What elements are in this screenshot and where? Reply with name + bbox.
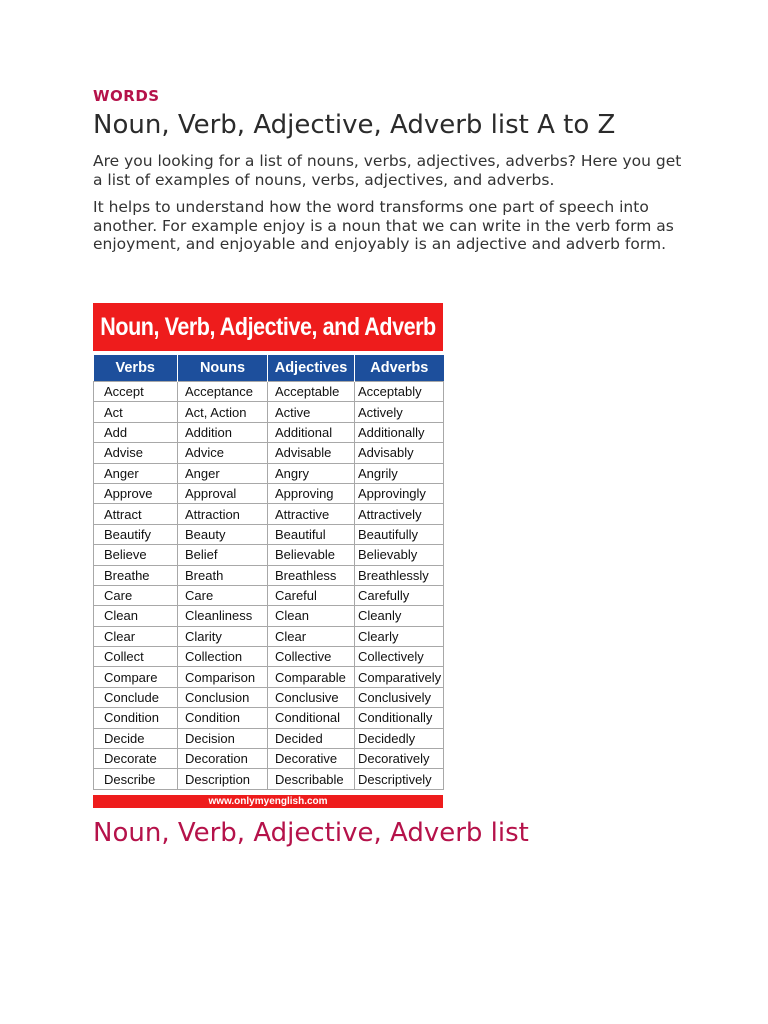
adjective-cell: Decorative xyxy=(268,749,355,769)
header-verbs: Verbs xyxy=(94,355,178,382)
noun-cell: Acceptance xyxy=(178,382,268,402)
noun-cell: Belief xyxy=(178,545,268,565)
table-row xyxy=(94,504,444,524)
intro-paragraph: Are you looking for a list of nouns, verbs, adjectives, adverbs? Here you get a list of examples of nouns, verbs, adjectives, and adverbs. xyxy=(93,152,682,189)
noun-cell: Condition xyxy=(178,708,268,728)
adverb-cell: Approvingly xyxy=(355,483,444,503)
verb-cell: Anger xyxy=(94,463,178,483)
header-adverbs: Adverbs xyxy=(355,355,444,382)
category-label[interactable]: WORDS xyxy=(93,87,160,105)
verb-cell: Care xyxy=(94,585,178,605)
adverb-cell: Conditionally xyxy=(355,708,444,728)
verb-cell: Beautify xyxy=(94,524,178,544)
table-body xyxy=(94,382,444,790)
adjective-cell: Comparable xyxy=(268,667,355,687)
table-row xyxy=(94,769,444,789)
adverb-cell: Believably xyxy=(355,545,444,565)
noun-cell: Conclusion xyxy=(178,687,268,707)
adjective-cell: Conclusive xyxy=(268,687,355,707)
adjective-cell: Angry xyxy=(268,463,355,483)
adverb-cell: Acceptably xyxy=(355,382,444,402)
adjective-cell: Describable xyxy=(268,769,355,789)
table-row xyxy=(94,585,444,605)
noun-cell: Collection xyxy=(178,647,268,667)
adjective-cell: Additional xyxy=(268,422,355,442)
table-row xyxy=(94,443,444,463)
header-adjectives: Adjectives xyxy=(268,355,355,382)
adjective-cell: Approving xyxy=(268,483,355,503)
table-header-row xyxy=(94,355,444,382)
adverb-cell: Collectively xyxy=(355,647,444,667)
adjective-cell: Collective xyxy=(268,647,355,667)
table-row xyxy=(94,728,444,748)
table-row xyxy=(94,463,444,483)
adjective-cell: Conditional xyxy=(268,708,355,728)
adjective-cell: Clean xyxy=(268,606,355,626)
noun-cell: Beauty xyxy=(178,524,268,544)
page-title: Noun, Verb, Adjective, Adverb list A to Z xyxy=(93,110,616,140)
table-row xyxy=(94,667,444,687)
verb-cell: Approve xyxy=(94,483,178,503)
header-nouns: Nouns xyxy=(178,355,268,382)
infographic-banner xyxy=(93,303,443,351)
table-row xyxy=(94,565,444,585)
table-row xyxy=(94,422,444,442)
word-forms-infographic xyxy=(93,303,443,808)
verb-cell: Clear xyxy=(94,626,178,646)
adverb-cell: Advisably xyxy=(355,443,444,463)
adverb-cell: Clearly xyxy=(355,626,444,646)
table-row xyxy=(94,402,444,422)
noun-cell: Decoration xyxy=(178,749,268,769)
table-row xyxy=(94,749,444,769)
verb-cell: Collect xyxy=(94,647,178,667)
adjective-cell: Careful xyxy=(268,585,355,605)
adverb-cell: Carefully xyxy=(355,585,444,605)
noun-cell: Care xyxy=(178,585,268,605)
adjective-cell: Active xyxy=(268,402,355,422)
noun-cell: Attraction xyxy=(178,504,268,524)
adverb-cell: Cleanly xyxy=(355,606,444,626)
infographic-banner-text: Noun, Verb, Adjective, and Adverb xyxy=(100,312,436,341)
noun-cell: Description xyxy=(178,769,268,789)
table-row xyxy=(94,382,444,402)
noun-cell: Advice xyxy=(178,443,268,463)
noun-cell: Approval xyxy=(178,483,268,503)
noun-cell: Breath xyxy=(178,565,268,585)
verb-cell: Add xyxy=(94,422,178,442)
verb-cell: Condition xyxy=(94,708,178,728)
adverb-cell: Conclusively xyxy=(355,687,444,707)
adjective-cell: Breathless xyxy=(268,565,355,585)
adverb-cell: Decidedly xyxy=(355,728,444,748)
noun-cell: Cleanliness xyxy=(178,606,268,626)
adjective-cell: Advisable xyxy=(268,443,355,463)
verb-cell: Advise xyxy=(94,443,178,463)
noun-cell: Clarity xyxy=(178,626,268,646)
adjective-cell: Decided xyxy=(268,728,355,748)
adverb-cell: Breathlessly xyxy=(355,565,444,585)
verb-cell: Decide xyxy=(94,728,178,748)
verb-cell: Decorate xyxy=(94,749,178,769)
adjective-cell: Attractive xyxy=(268,504,355,524)
adjective-cell: Acceptable xyxy=(268,382,355,402)
adjective-cell: Believable xyxy=(268,545,355,565)
verb-cell: Accept xyxy=(94,382,178,402)
adverb-cell: Descriptively xyxy=(355,769,444,789)
noun-cell: Anger xyxy=(178,463,268,483)
verb-cell: Conclude xyxy=(94,687,178,707)
explanation-paragraph: It helps to understand how the word transforms one part of speech into another. For example enjoy is a noun that we can write in the verb form as enjoyment, and enjoyable and enjoyably is an adjective and adverb form. xyxy=(93,198,674,253)
verb-cell: Believe xyxy=(94,545,178,565)
table-row xyxy=(94,647,444,667)
verb-cell: Act xyxy=(94,402,178,422)
adverb-cell: Angrily xyxy=(355,463,444,483)
adverb-cell: Decoratively xyxy=(355,749,444,769)
table-row xyxy=(94,483,444,503)
table-row xyxy=(94,545,444,565)
verb-cell: Clean xyxy=(94,606,178,626)
noun-cell: Addition xyxy=(178,422,268,442)
word-forms-table xyxy=(93,355,444,790)
noun-cell: Comparison xyxy=(178,667,268,687)
verb-cell: Breathe xyxy=(94,565,178,585)
section-heading: Noun, Verb, Adjective, Adverb list xyxy=(93,818,529,848)
table-row xyxy=(94,606,444,626)
adjective-cell: Beautiful xyxy=(268,524,355,544)
table-row xyxy=(94,687,444,707)
adverb-cell: Actively xyxy=(355,402,444,422)
verb-cell: Describe xyxy=(94,769,178,789)
table-row xyxy=(94,708,444,728)
table-row xyxy=(94,524,444,544)
table-row xyxy=(94,626,444,646)
adjective-cell: Clear xyxy=(268,626,355,646)
verb-cell: Compare xyxy=(94,667,178,687)
noun-cell: Act, Action xyxy=(178,402,268,422)
verb-cell: Attract xyxy=(94,504,178,524)
adverb-cell: Attractively xyxy=(355,504,444,524)
adverb-cell: Beautifully xyxy=(355,524,444,544)
noun-cell: Decision xyxy=(178,728,268,748)
adverb-cell: Additionally xyxy=(355,422,444,442)
adverb-cell: Comparatively xyxy=(355,667,444,687)
infographic-footer-url: www.onlymyenglish.com xyxy=(93,795,443,808)
